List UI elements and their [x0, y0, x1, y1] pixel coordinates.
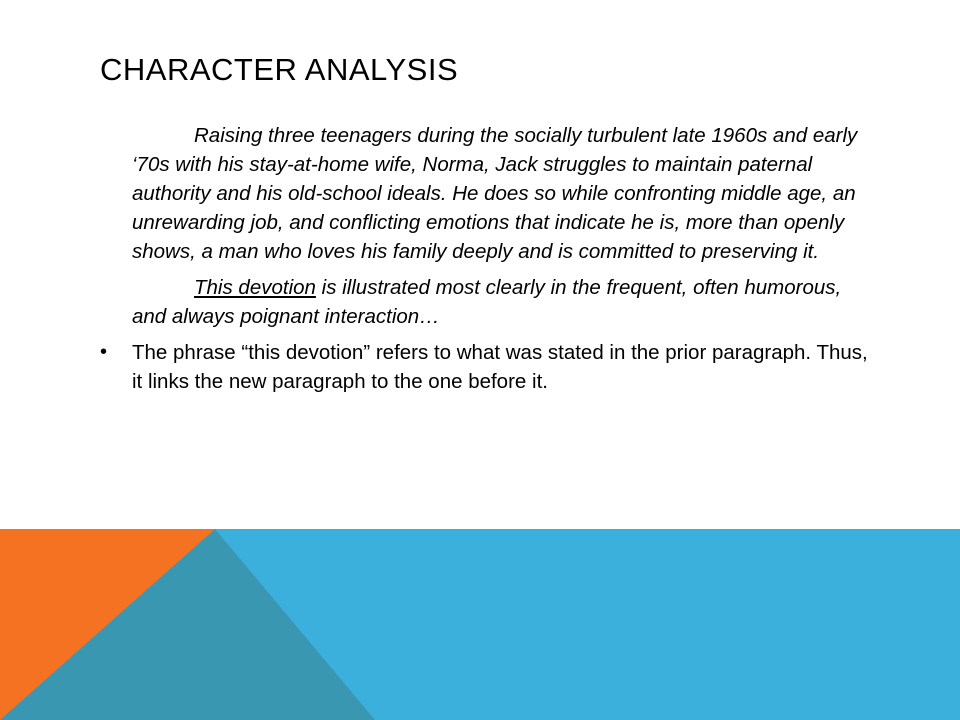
paragraph-2 — [132, 273, 872, 331]
slide-title: CHARACTER ANALYSIS — [100, 52, 459, 87]
decorative-band — [0, 529, 960, 720]
slide-body — [100, 121, 872, 396]
bullet-icon: • — [100, 341, 108, 363]
paragraph-1: Raising three teenagers during the socially turbulent late 1960s and early ‘70s with his stay-at-home wife, Norma, Jack struggles to maintain paternal authority and his old-school ideals. He does so while confronting middle age, an unrewarding job, and conflicting emotions that indicate he is, more than openly shows, a man who loves his family deeply and is committed to preserving it. — [132, 124, 858, 263]
underlined-phrase: This devotion — [194, 276, 316, 299]
bullet-text: The phrase “this devotion” refers to what was stated in the prior paragraph. Thus, it links the new paragraph to the one before it. — [132, 341, 868, 393]
paragraph-2-rest: is illustrated most clearly in the frequent, often humorous, and always poignant interaction… — [132, 276, 842, 328]
bullet-item — [100, 338, 872, 396]
